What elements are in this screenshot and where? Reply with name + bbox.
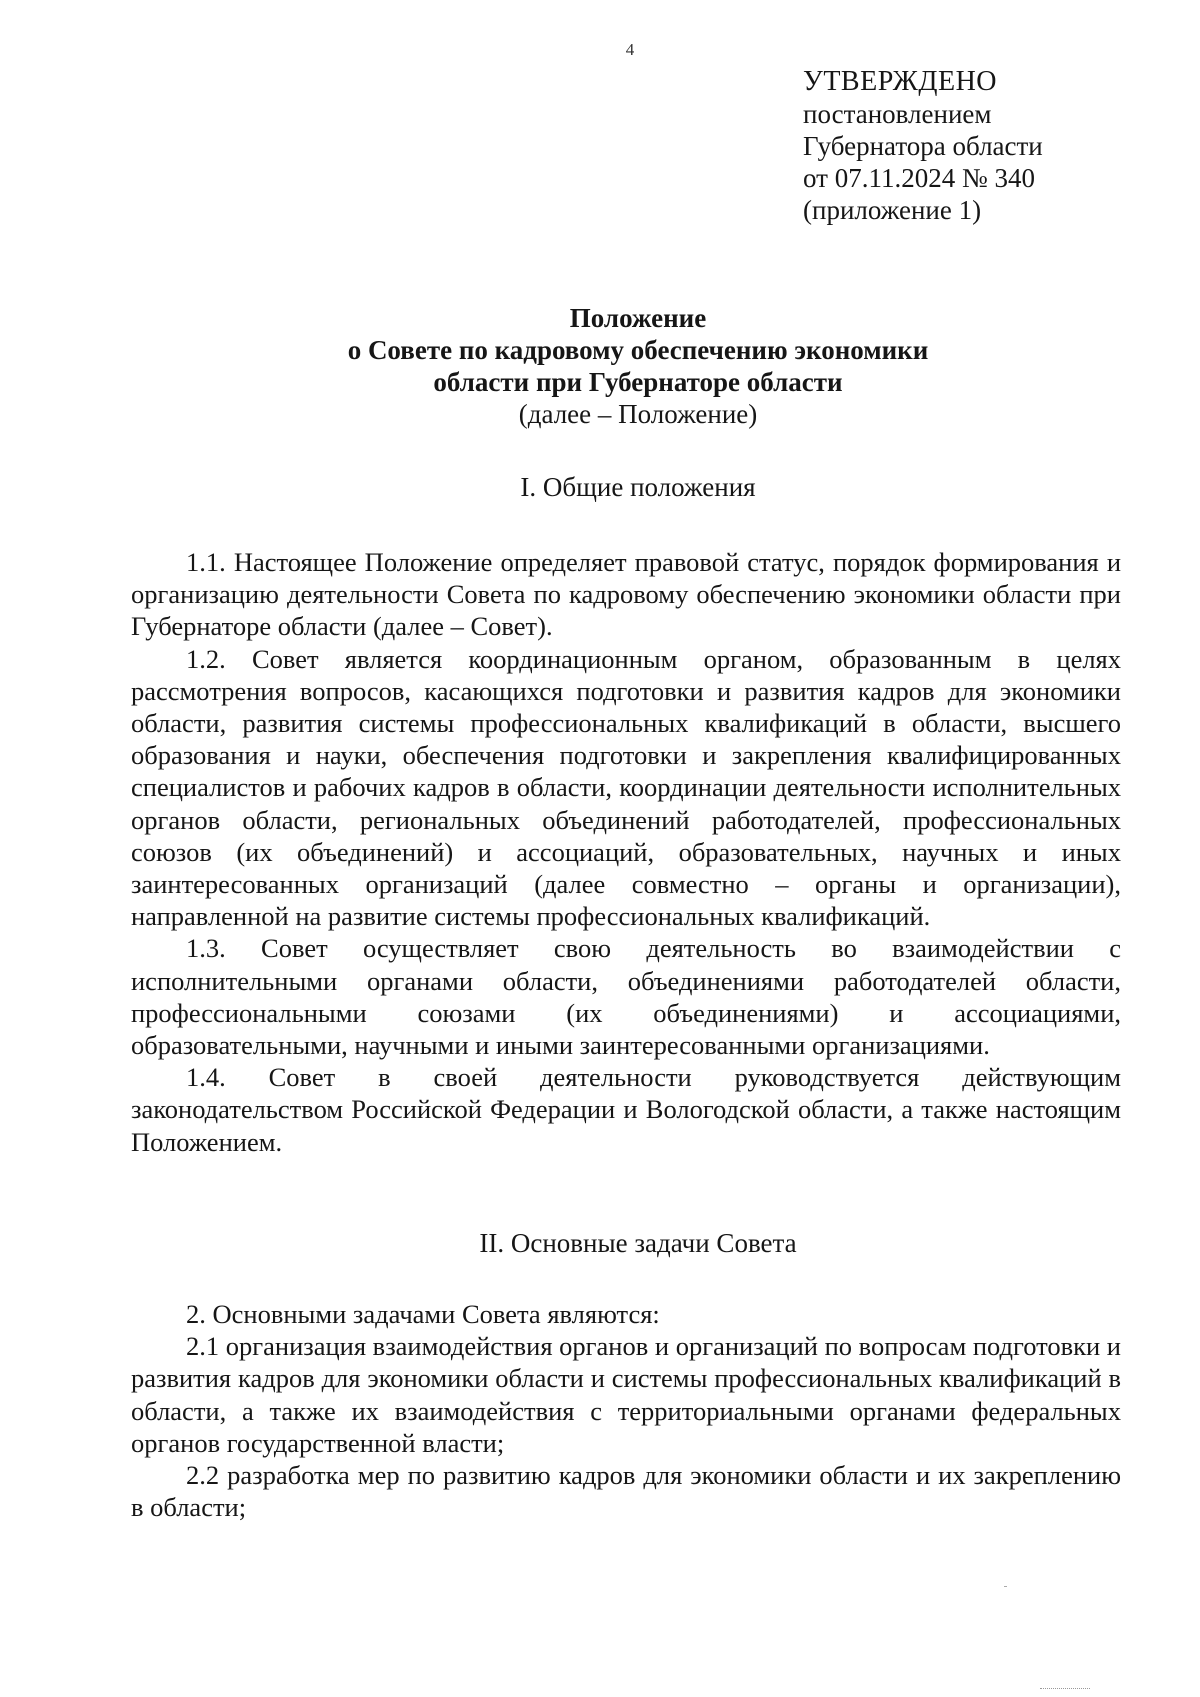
- page-number: 4: [625, 40, 635, 59]
- section-heading-general-provisions: I. Общие положения: [520, 472, 756, 502]
- paragraph-1-3: 1.3. Совет осуществляет свою деятельность во взаимодействии с исполнительными органами области, объединениями работодателей области, профессиональными союзами (их объединениями) и ассоциациями, образовательными, научными и иными заинтересованными организациями.: [131, 933, 1121, 1061]
- approval-stamp-block: [803, 66, 1043, 226]
- section-heading-main-tasks: II. Основные задачи Совета: [479, 1228, 797, 1258]
- section-general-provisions-body: [131, 546, 1121, 1158]
- document-title-block: [0, 302, 1200, 430]
- approval-heading: УТВЕРЖДЕНО: [803, 66, 998, 97]
- paragraph-2-2: 2.2 разработка мер по развитию кадров для экономики области и их закреплению в области;: [131, 1460, 1121, 1523]
- approval-date-number: от 07.11.2024 № 340: [803, 163, 1035, 193]
- paragraph-2-1: 2.1 организация взаимодействия органов и организаций по вопросам подготовки и развития кадров для экономики области и системы профессиональных квалификаций в области, а также их взаимодействия с территориальными органами федеральных органов государственной власти;: [131, 1331, 1121, 1458]
- paragraph-1-4: 1.4. Совет в своей деятельности руководствуется действующим законодательством Российской Федерации и Вологодской области, а также настоящим Положением.: [131, 1062, 1121, 1157]
- paragraph-1-1: 1.1. Настоящее Положение определяет правовой статус, порядок формирования и организацию деятельности Совета по кадровому обеспечению экономики области при Губернаторе области (далее – Совет).: [131, 547, 1121, 642]
- approval-line: постановлением: [803, 99, 992, 129]
- document-subtitle-line: о Совете по кадровому обеспечению экономики: [347, 335, 929, 365]
- document-subtitle-line: области при Губернаторе области: [433, 367, 843, 397]
- approval-line: Губернатора области: [803, 131, 1043, 161]
- scan-speck: [1004, 1586, 1007, 1587]
- paragraph-1-2: 1.2. Совет является координационным органом, образованным в целях рассмотрения вопросов, касающихся подготовки и развития кадров для экономики области, развития системы профессиональных квалификаций в области, высшего образования и науки, обеспечения подготовки и закрепления квалифицированных специалистов и рабочих кадров в области, координации деятельности исполнительных органов области, региональных объединений работодателей, профессиональных союзов (их объединений) и ассоциаций, образовательных, научных и иных заинтересованных организаций (далее совместно – органы и организации), направленной на развитие системы профессиональных квалификаций.: [131, 643, 1121, 932]
- document-title-note: (далее – Положение): [518, 399, 758, 429]
- document-title: Положение: [569, 303, 707, 333]
- approval-appendix-note: (приложение 1): [803, 195, 982, 225]
- paragraph-2: 2. Основными задачами Совета являются:: [186, 1299, 660, 1329]
- section-main-tasks-body: [131, 1298, 1121, 1523]
- scan-edge-mark: [1040, 1688, 1090, 1693]
